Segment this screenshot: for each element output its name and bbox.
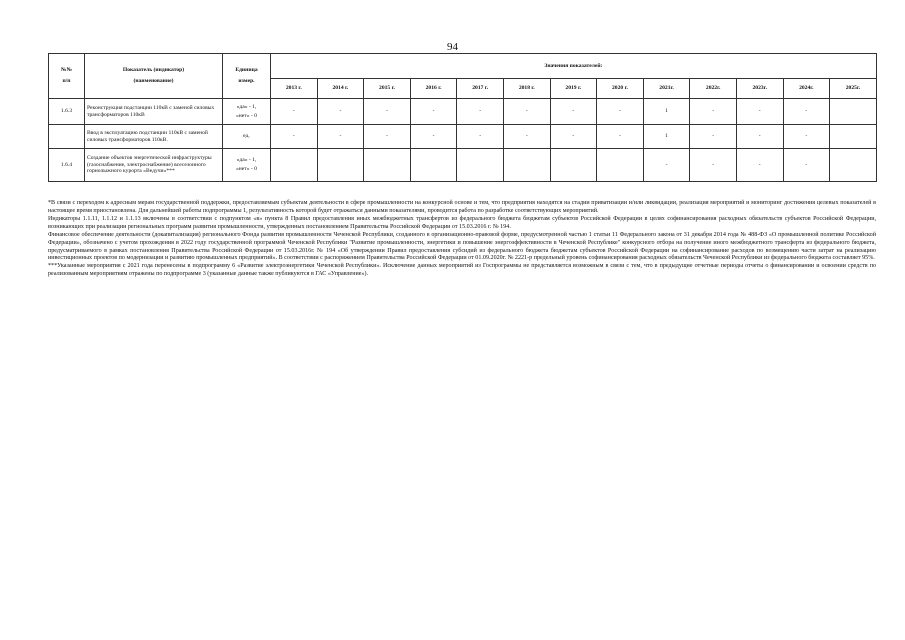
header-year: 2016 г. — [410, 79, 457, 99]
header-indicator: Показатель (индикатор) (наименование) — [85, 54, 223, 99]
row-value: - — [364, 125, 411, 149]
row-value: - — [271, 99, 318, 125]
footnotes — [48, 200, 876, 279]
row-value: - — [503, 99, 550, 125]
row-unit-line: «да» - 1, — [236, 157, 257, 164]
row-value: - — [690, 149, 737, 182]
header-year: 2019 г. — [550, 79, 597, 99]
row-value — [830, 149, 877, 182]
row-value: - — [410, 125, 457, 149]
row-value — [503, 149, 550, 182]
table-row — [49, 125, 877, 149]
row-value: - — [503, 125, 550, 149]
row-unit-line: «да» - 1, — [236, 103, 257, 110]
row-value — [410, 149, 457, 182]
row-value: - — [736, 125, 783, 149]
row-number: 1.6.3 — [49, 99, 85, 125]
row-unit-line: ед. — [243, 133, 250, 139]
header-values-title: Значения показателей: — [271, 54, 877, 79]
row-value — [597, 149, 644, 182]
row-value: - — [690, 125, 737, 149]
row-value: - — [736, 99, 783, 125]
header-year: 2020 г. — [597, 79, 644, 99]
footnote-paragraph: Индикаторы 1.1.11, 1.1.12 и 1.1.13 включены в соответствии с подпунктом «в» пункта 8 Правил предоставления иных межбюджетных трансфертов из федерального бюджета бюджетам субъектов Российской Федерации в целях софинансирования расходных обязательств субъектов Российской Федерации, возникающих при реализации региональных программ развития промышленности, утвержденных постановлением Правительства Российской Федерации от 15.03.2016 г. № 194. — [48, 215, 876, 230]
table-row — [49, 99, 877, 125]
table-row — [49, 149, 877, 182]
row-value: - — [783, 149, 830, 182]
row-value: - — [457, 125, 504, 149]
row-value: - — [457, 99, 504, 125]
header-unit: Единица измер. — [223, 54, 271, 99]
header-year: 2015 г. — [364, 79, 411, 99]
row-unit-line: «нет» - 0 — [236, 166, 257, 172]
header-year: 2022г. — [690, 79, 737, 99]
row-value: 1 — [643, 125, 690, 149]
row-unit — [223, 99, 271, 125]
footnote-paragraph: ***Указанные мероприятия с 2021 года перенесены в подпрограмму 6 «Развитие электроэнергетики Чеченской Республики». Исключение данных мероприятий из Госпрограммы не представляется возможным в связи с тем, что в предыдущие отчетные периоды отчеты о финансировании и освоении средств по реализованным мероприятиям отражены по подпрограмме 3 (указанные данные также публикуются в ГАС «Управление»). — [48, 263, 876, 278]
header-year: 2018 г. — [503, 79, 550, 99]
header-year: 2024г. — [783, 79, 830, 99]
footnote-paragraph: *В связи с переходом к адресным мерам государственной поддержки, предоставляемым субъектам деятельности в сфере промышленности на конкурсной основе и тем, что предприятия находятся на стадии приватизации и/или ликвидации, реализация мероприятий и мониторинг достижения целевых показателей в настоящее время приостановлена. Для дальнейшей работы подпрограммы 1, результативность которой будет отражаться данными показателями, проводится работа по разработке соответствующих мероприятий. — [48, 200, 876, 214]
row-value — [364, 149, 411, 182]
row-value: - — [550, 99, 597, 125]
row-value: - — [597, 99, 644, 125]
row-value: - — [783, 125, 830, 149]
row-number — [49, 125, 85, 149]
header-year: 2021г. — [643, 79, 690, 99]
footnote-paragraph: Финансовое обеспечение деятельности (докапитализация) регионального Фонда развития промышленности Чеченской Республики, созданного в организационно-правовой форме, предусмотренной частью 1 статьи 11 Федерального закона от 31 декабря 2014 года № 488-ФЗ «О промышленной политике Российской Федерации», обозначено с учетом прохождения в 2022 году государственной программой Чеченской Республики "Развитие промышленности, энергетики и повышение энергоэффективности в Чеченской Республике" конкурсного отбора на получение иного межбюджетного трансферта из федерального бюджета, предусматриваемого в рамках постановления Правительства Российской Федерации от 15.03.2016г. № 194 «Об утверждении Правил предоставления субсидий из федерального бюджета бюджетам субъектов Российской Федерации на софинансирование расходов по возмещению части затрат на реализацию инвестиционных проектов по модернизации и развитию промышленных предприятий». В соответствии с распоряжением Правительства Российской Федерации от 01.09.2020г. № 2221-р предельный уровень софинансирования расходных обязательств Чеченской Республики из федерального бюджета составляет 95%. — [48, 231, 876, 262]
row-value: - — [690, 99, 737, 125]
header-year: 2017 г. — [457, 79, 504, 99]
header-year: 2023г. — [736, 79, 783, 99]
header-year: 2014 г. — [317, 79, 364, 99]
header-year: 2025г. — [830, 79, 877, 99]
row-number: 1.6.4 — [49, 149, 85, 182]
row-value: - — [317, 125, 364, 149]
row-indicator: Создание объектов энергетической инфраструктуры (газоснабжение, электроснабжение) всесезонного горнолыжного курорта «Ведучи»*** — [85, 149, 223, 182]
row-unit — [223, 149, 271, 182]
row-value: - — [317, 99, 364, 125]
row-value: - — [410, 99, 457, 125]
header-year: 2013 г. — [271, 79, 318, 99]
page-number: 94 — [447, 41, 458, 53]
row-value — [830, 125, 877, 149]
row-value — [830, 99, 877, 125]
row-value: - — [736, 149, 783, 182]
row-value — [550, 149, 597, 182]
row-value: - — [271, 125, 318, 149]
row-value: - — [550, 125, 597, 149]
row-value: - — [783, 99, 830, 125]
row-value: 1 — [643, 99, 690, 125]
row-value: - — [643, 149, 690, 182]
row-indicator: Реконструкция подстанции 110кВ с заменой силовых трансформаторов 110кВ — [85, 99, 223, 125]
indicators-table — [48, 53, 877, 182]
header-num: №№ п/п — [49, 54, 85, 99]
row-value — [271, 149, 318, 182]
row-unit-line: «нет» - 0 — [236, 112, 257, 119]
row-indicator: Ввод в эксплуатацию подстанции 110кВ с заменой силовых трансформаторов 110кВ. — [85, 125, 223, 149]
row-value: - — [597, 125, 644, 149]
row-value — [457, 149, 504, 182]
row-value — [317, 149, 364, 182]
row-unit — [223, 125, 271, 149]
row-value: - — [364, 99, 411, 125]
